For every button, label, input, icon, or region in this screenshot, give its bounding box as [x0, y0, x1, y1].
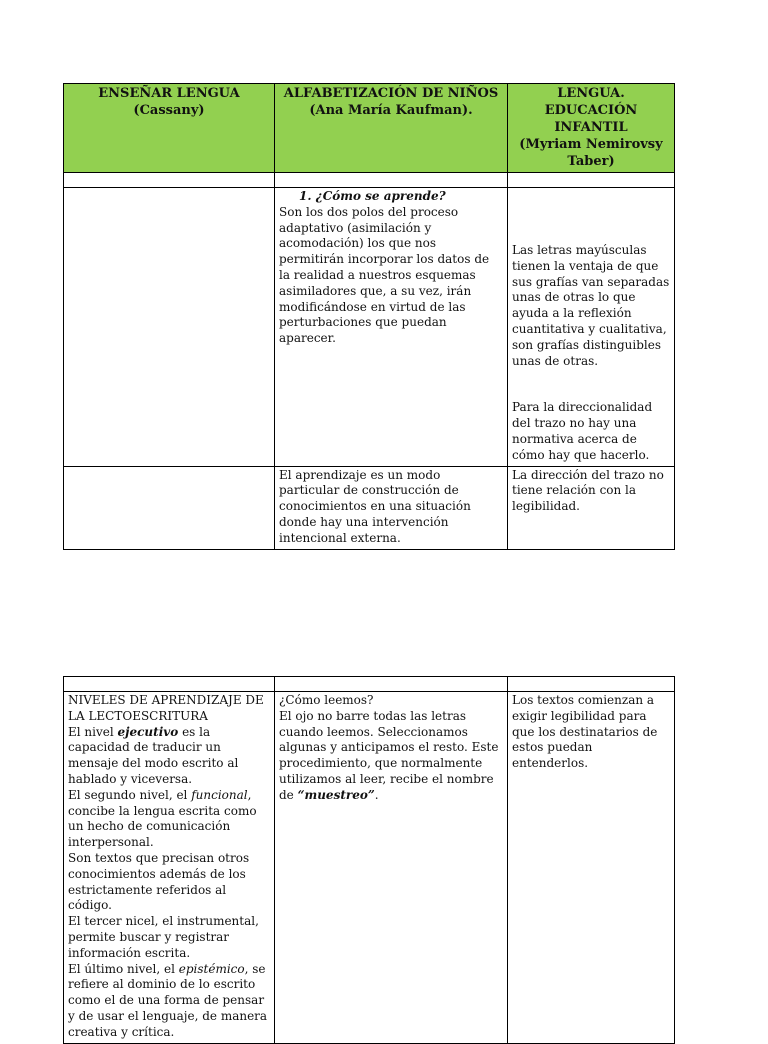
cell-aprendizaje	[275, 466, 508, 549]
cell-text: El aprendizaje es un modo particular de construcción de conocimientos en una situación donde hay una intervención intencional externa.	[279, 467, 471, 545]
empty-cell	[275, 173, 508, 188]
text-run: El último nivel, el	[68, 961, 179, 976]
empty-cell	[275, 677, 508, 692]
header-author: (Myriam Nemirovsy Taber)	[519, 137, 663, 169]
empty-cell	[64, 466, 275, 549]
header-author: (Cassany)	[133, 103, 205, 118]
cell-text: Son textos que precisan otros conocimientos además de los estrictamente referidos al código.	[68, 850, 250, 913]
cell-text: Las letras mayúsculas tienen la ventaja de que sus grafías van separadas unas de otras lo que ayuda a la reflexión cuantitativa y cualitativa, son grafías distinguibles unas de otras.	[512, 243, 670, 368]
emphasis-text: funcional	[191, 787, 248, 802]
comparison-table-2	[63, 676, 675, 1044]
spacer	[512, 189, 670, 243]
header-title: ENSEÑAR LENGUA	[98, 86, 240, 101]
cell-como-leemos	[275, 692, 508, 1044]
cell-text: Son los dos polos del proceso adaptativo (asimilación y acomodación) los que nos permitirán incorporar los datos de la realidad a nuestros esquemas asimiladores que, a su vez, irán modificándose en virtud de las perturbaciones que puedan aparecer.	[279, 204, 490, 346]
header-row	[64, 84, 675, 173]
cell-como-se-aprende	[275, 188, 508, 467]
cell-text	[68, 725, 270, 788]
cell-title: NIVELES DE APRENDIZAJE DE LA LECTOESCRITURA	[68, 693, 264, 723]
emphasis-text: epistémico	[178, 961, 245, 976]
text-run: , concibe la lengua escrita como un hecho de comunicación interpersonal.	[68, 787, 257, 850]
empty-row	[64, 677, 675, 692]
cell-text	[68, 962, 270, 1041]
text-run: .	[374, 787, 379, 802]
empty-cell	[64, 677, 275, 692]
cell-text	[279, 709, 503, 804]
comparison-table-1	[63, 83, 675, 550]
text-run: El ojo no barre todas las letras cuando leemos. Seleccionamos algunas y anticipamos el resto. Este procedimiento, que normalmente utilizamos al leer, recibe el nombre de	[279, 708, 499, 802]
emphasis-text: ejecutivo	[117, 724, 179, 739]
cell-legibilidad	[508, 692, 675, 1044]
cell-text: La dirección del trazo no tiene relación con la legibilidad.	[512, 467, 664, 514]
header-title: LENGUA. EDUCACIÓN INFANTIL	[544, 86, 638, 135]
empty-cell	[508, 173, 675, 188]
cell-mayusculas	[508, 188, 675, 467]
emphasis-text: “muestreo”	[297, 787, 375, 802]
cell-heading: 1. ¿Cómo se aprende?	[299, 189, 446, 203]
header-author: (Ana María Kaufman).	[309, 103, 473, 118]
cell-text: Los textos comienzan a exigir legibilidad para que los destinatarios de estos puedan entenderlos.	[512, 693, 658, 771]
cell-text: Para la direccionalidad del trazo no hay una normativa acerca de cómo hay que hacerlo.	[512, 400, 653, 462]
empty-row	[64, 173, 675, 188]
table-row	[64, 188, 675, 467]
table-row	[64, 466, 675, 549]
text-run: , se refiere al dominio de lo escrito como el de una forma de pensar y de usar el lenguaje, de manera creativa y crítica.	[68, 961, 268, 1039]
table-row	[64, 692, 675, 1044]
header-kaufman	[275, 84, 508, 173]
empty-cell	[64, 173, 275, 188]
empty-cell	[508, 677, 675, 692]
cell-direccion-trazo	[508, 466, 675, 549]
cell-text: El tercer nicel, el instrumental, permite buscar y registrar información escrita.	[68, 914, 259, 960]
spacer	[512, 369, 670, 400]
cell-heading: ¿Cómo leemos?	[279, 693, 374, 707]
cell-niveles	[64, 692, 275, 1044]
header-nemirovsky	[508, 84, 675, 173]
text-run: El segundo nivel, el	[68, 787, 192, 802]
cell-text	[68, 788, 270, 851]
text-run: El nivel	[68, 724, 118, 739]
empty-cell	[64, 188, 275, 467]
header-title: ALFABETIZACIÓN DE NIÑOS	[283, 86, 499, 101]
header-cassany	[64, 84, 275, 173]
text-run: es la capacidad de traducir un mensaje del modo escrito al hablado y viceversa.	[68, 724, 239, 786]
